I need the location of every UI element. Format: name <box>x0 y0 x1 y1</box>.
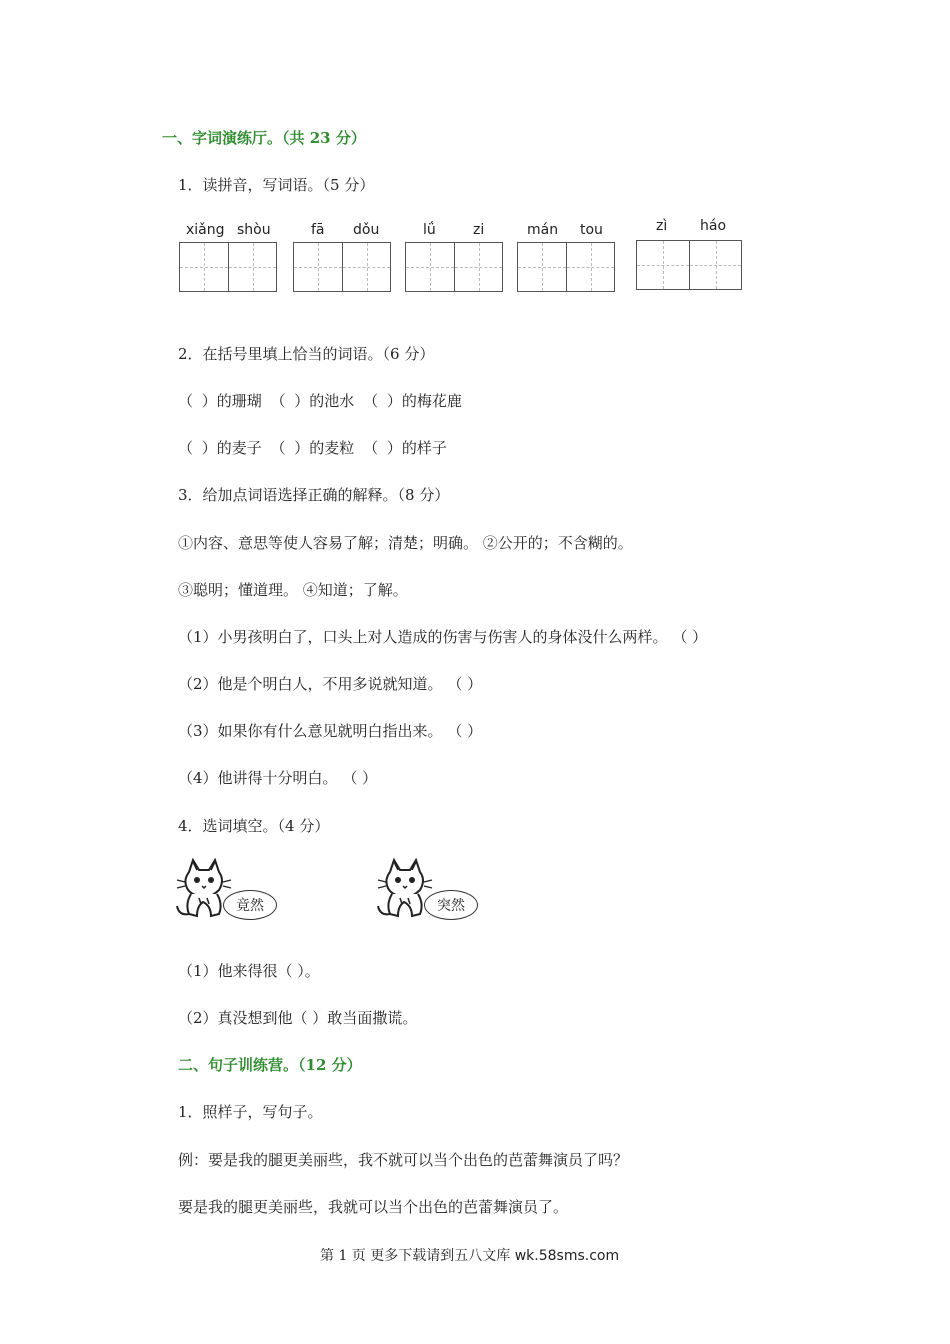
s2-q1-prompt: 1．照样子，写句子。 <box>178 1103 323 1121</box>
q3-item-2: （2）他是个明白人，不用多说就知道。 （ ） <box>178 675 483 693</box>
cat-word-card-1 <box>175 858 285 922</box>
s2-q1-sample-answer: 要是我的腿更美丽些，我就可以当个出色的芭蕾舞演员了。 <box>178 1198 569 1216</box>
q4-prompt: 4．选词填空。（4 分） <box>178 817 330 835</box>
word-bubble: 突然 <box>424 890 478 920</box>
pinyin-syllable: xiǎng <box>186 222 225 238</box>
writing-cell[interactable] <box>689 241 741 289</box>
writing-cell[interactable] <box>294 243 342 291</box>
q3-prompt: 3．给加点词语选择正确的解释。（8 分） <box>178 486 450 504</box>
pinyin-syllable: mán <box>527 222 559 238</box>
q4-item-2: （2）真没想到他（ ）敢当面撒谎。 <box>178 1009 418 1027</box>
writing-grid[interactable] <box>179 242 277 292</box>
q4-item-1: （1）他来得很（ ）。 <box>178 962 320 980</box>
pinyin-syllable: dǒu <box>353 222 380 238</box>
q3-item-1: （1）小男孩明白了，口头上对人造成的伤害与伤害人的身体没什么两样。 （ ） <box>178 628 708 646</box>
q3-item-4: （4）他讲得十分明白。 （ ） <box>178 769 378 787</box>
pinyin-syllable: tou <box>580 222 603 238</box>
writing-cell[interactable] <box>518 243 566 291</box>
cat-word-card-2 <box>376 858 486 922</box>
pinyin-syllable: fā <box>311 222 325 238</box>
pinyin-syllable: háo <box>700 218 727 234</box>
writing-cell[interactable] <box>637 241 689 289</box>
q2-prompt: 2．在括号里填上恰当的词语。（6 分） <box>178 345 435 363</box>
writing-grid[interactable] <box>517 242 615 292</box>
writing-grid[interactable] <box>405 242 503 292</box>
pinyin-syllable: shòu <box>237 222 271 238</box>
writing-cell[interactable] <box>566 243 614 291</box>
q2-line-2: （ ）的麦子 （ ）的麦粒 （ ）的样子 <box>178 439 447 457</box>
writing-grid[interactable] <box>293 242 391 292</box>
q3-item-3: （3）如果你有什么意见就明白指出来。 （ ） <box>178 722 483 740</box>
writing-cell[interactable] <box>342 243 390 291</box>
writing-cell[interactable] <box>454 243 502 291</box>
writing-grid[interactable] <box>636 240 742 290</box>
pinyin-syllable: lǘ <box>423 222 436 238</box>
q2-line-1: （ ）的珊瑚 （ ）的池水 （ ）的梅花鹿 <box>178 392 462 410</box>
writing-cell[interactable] <box>228 243 276 291</box>
section-2-title: 二、句子训练营。（12 分） <box>178 1056 362 1074</box>
section-1-title: 一、字词演练厅。（共 23 分） <box>162 129 366 147</box>
q3-definitions-2: ③聪明；懂道理。 ④知道；了解。 <box>178 581 408 599</box>
s2-q1-example: 例：要是我的腿更美丽些，我不就可以当个出色的芭蕾舞演员了吗？ <box>178 1151 629 1169</box>
word-bubble: 竟然 <box>223 890 277 920</box>
pinyin-syllable: zi <box>473 222 485 238</box>
footer-site-link[interactable]: wk.58sms.com <box>514 1248 620 1264</box>
q3-definitions-1: ①内容、意思等使人容易了解；清楚；明确。 ②公开的；不含糊的。 <box>178 534 633 552</box>
footer-page-text: 第 1 页 更多下载请到五八文库 <box>320 1248 511 1264</box>
writing-cell[interactable] <box>180 243 228 291</box>
q1-prompt: 1．读拼音，写词语。（5 分） <box>178 176 375 194</box>
pinyin-syllable: zì <box>656 218 668 234</box>
page-footer <box>320 1245 619 1265</box>
writing-cell[interactable] <box>406 243 454 291</box>
